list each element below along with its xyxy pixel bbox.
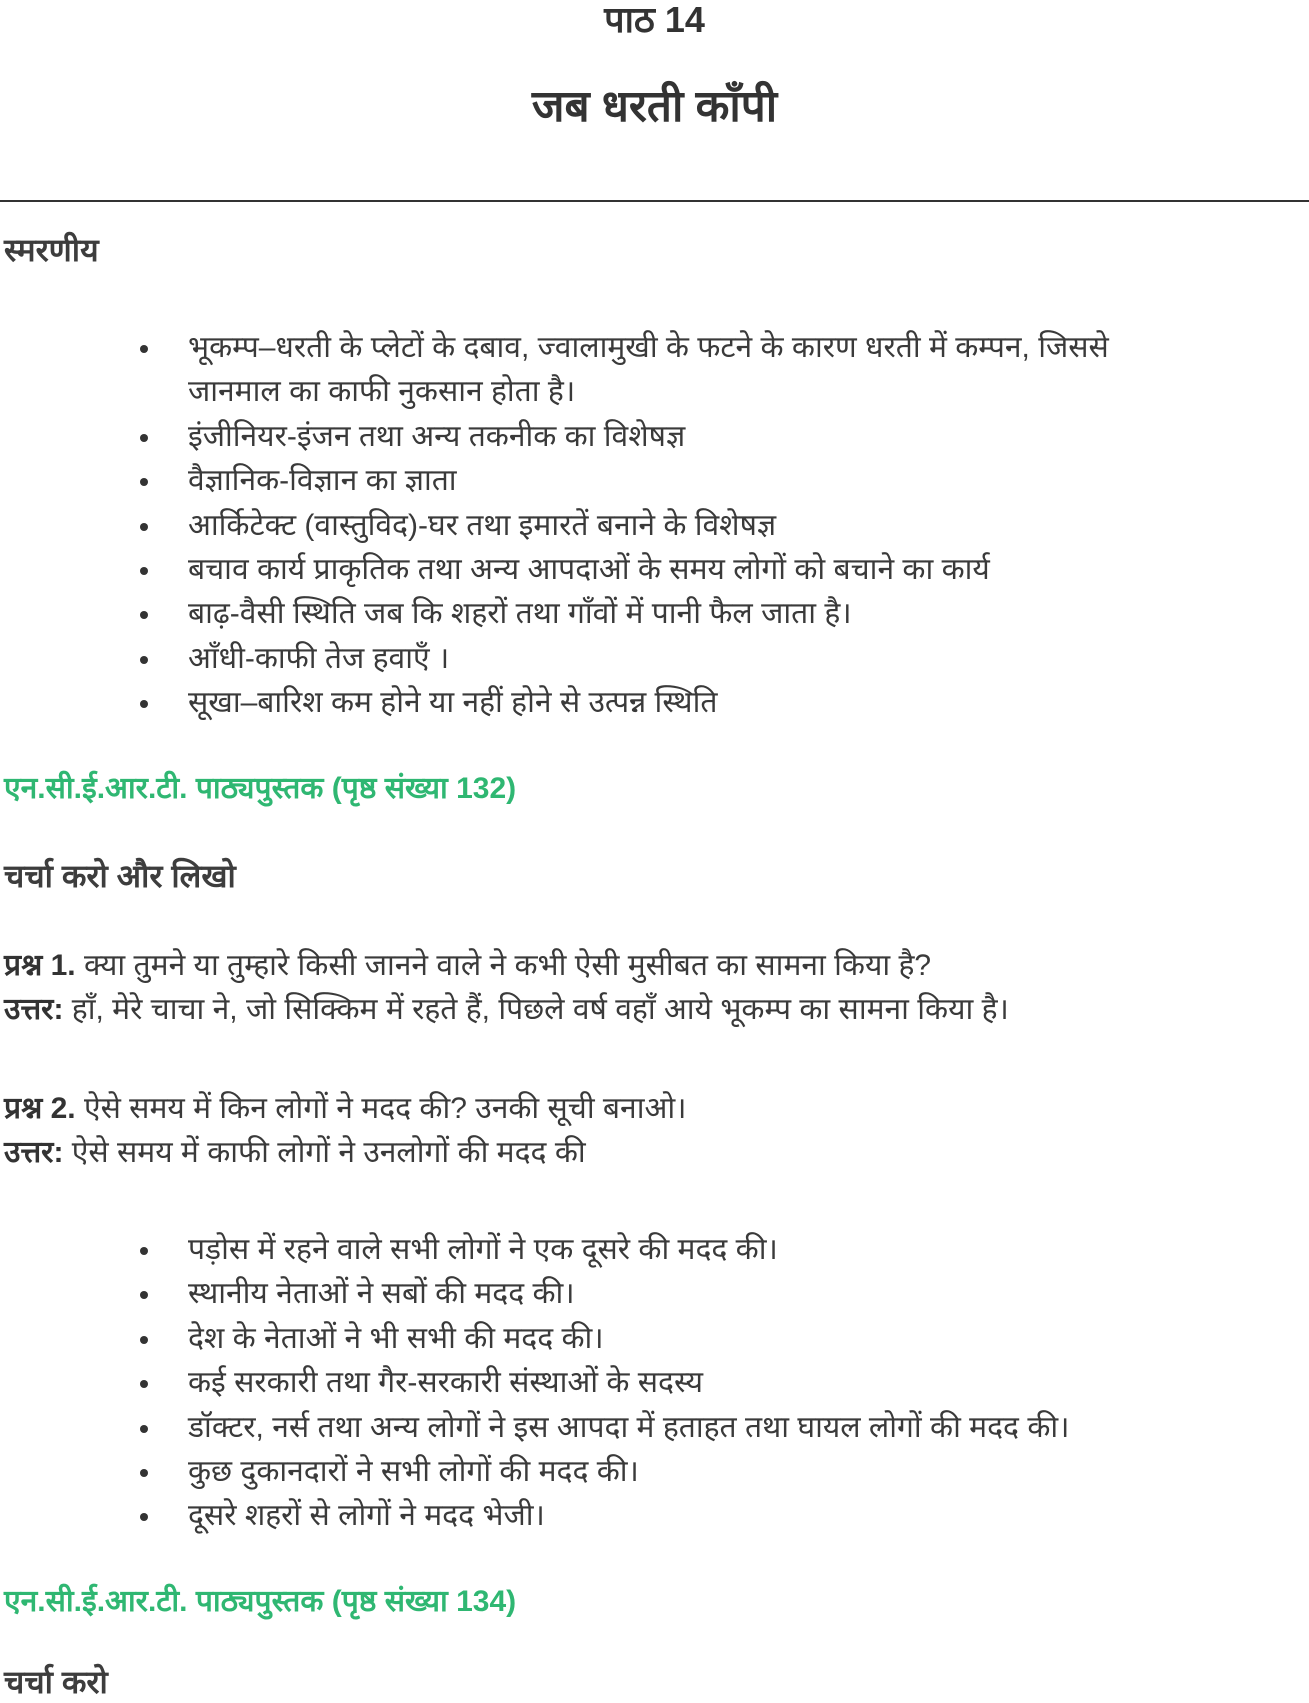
bullet-icon bbox=[140, 1247, 148, 1255]
question-label: प्रश्न 1. bbox=[4, 949, 76, 982]
section-heading-discuss: चर्चा करो bbox=[4, 1664, 108, 1700]
list-item-line: आर्किटेक्ट (वास्तुविद)-घर तथा इमारतें बनाने के विशेषज्ञ bbox=[188, 508, 777, 542]
answer-label: उत्तर: bbox=[4, 993, 64, 1026]
list-item-text bbox=[188, 1228, 778, 1272]
bullet-icon bbox=[140, 1336, 148, 1344]
bullet-icon bbox=[140, 523, 148, 531]
list-item-line: वैज्ञानिक-विज्ञान का ज्ञाता bbox=[188, 464, 457, 498]
answer-1 bbox=[4, 987, 1009, 1028]
list-item-text bbox=[188, 459, 457, 503]
question-1 bbox=[4, 943, 931, 984]
list-item-text bbox=[188, 592, 852, 636]
list-item-line: सूखा–बारिश कम होने या नहीं होने से उत्पन्न स्थिति bbox=[188, 686, 718, 720]
bullet-icon bbox=[140, 1469, 148, 1477]
list-item-text bbox=[188, 1450, 639, 1494]
source-heading-134: एन.सी.ई.आर.टी. पाठ्यपुस्तक (पृष्ठ संख्या 134) bbox=[4, 1585, 517, 1618]
list-item-text bbox=[188, 1317, 604, 1361]
list-item-line: डॉक्टर, नर्स तथा अन्य लोगों ने इस आपदा में हताहत तथा घायल लोगों की मदद की। bbox=[188, 1410, 1070, 1444]
page-title: जब धरती काँपी bbox=[531, 82, 778, 131]
question-2 bbox=[4, 1086, 687, 1127]
answer-label: उत्तर: bbox=[4, 1136, 64, 1169]
question-text: क्या तुमने या तुम्हारे किसी जानने वाले ने कभी ऐसी मुसीबत का सामना किया है? bbox=[75, 949, 932, 982]
list-item-line: बचाव कार्य प्राकृतिक तथा अन्य आपदाओं के समय लोगों को बचाने का कार्य bbox=[188, 553, 990, 586]
list-item-text bbox=[188, 637, 449, 681]
section-heading-discuss-write: चर्चा करो और लिखो bbox=[4, 858, 236, 894]
question-label: प्रश्न 2. bbox=[4, 1092, 76, 1125]
list-item-text bbox=[188, 326, 1109, 414]
list-item-text bbox=[188, 681, 717, 725]
bullet-icon bbox=[140, 611, 148, 619]
question-text: ऐसे समय में किन लोगों ने मदद की? उनकी सूची बनाओ। bbox=[75, 1092, 687, 1125]
list-item-text bbox=[188, 548, 990, 592]
bullet-icon bbox=[140, 345, 148, 353]
source-heading-132: एन.सी.ई.आर.टी. पाठ्यपुस्तक (पृष्ठ संख्या 132) bbox=[4, 772, 517, 805]
bullet-icon bbox=[140, 1513, 148, 1521]
lesson-number: पाठ 14 bbox=[604, 0, 705, 40]
list-item-line: बाढ़-वैसी स्थिति जब कि शहरों तथा गाँवों में पानी फैल जाता है। bbox=[188, 597, 852, 631]
bullet-icon bbox=[140, 567, 148, 575]
answer-text: ऐसे समय में काफी लोगों ने उनलोगों की मदद की bbox=[63, 1136, 586, 1169]
list-item-line: इंजीनियर-इंजन तथा अन्य तकनीक का विशेषज्ञ bbox=[188, 419, 686, 453]
bullet-icon bbox=[140, 700, 148, 708]
list-item-line: कई सरकारी तथा गैर-सरकारी संस्थाओं के सदस्य bbox=[188, 1366, 704, 1400]
bullet-icon bbox=[140, 1291, 148, 1299]
list-item-line: भूकम्प–धरती के प्लेटों के दबाव, ज्वालामुखी के फटने के कारण धरती में कम्पन, जिससे bbox=[188, 331, 1109, 364]
list-item-text bbox=[188, 415, 685, 459]
bullet-icon bbox=[140, 1425, 148, 1433]
section-heading-smaraniya: स्मरणीय bbox=[4, 232, 99, 268]
list-item-line: देश के नेताओं ने भी सभी की मदद की। bbox=[188, 1321, 604, 1355]
list-item-text bbox=[188, 1406, 1070, 1450]
list-item-text bbox=[188, 1494, 545, 1538]
list-item-line: स्थानीय नेताओं ने सबों की मदद की। bbox=[188, 1277, 575, 1311]
answer-2 bbox=[4, 1130, 586, 1171]
list-item-text bbox=[188, 1361, 703, 1405]
list-item-line: दूसरे शहरों से लोगों ने मदद भेजी। bbox=[188, 1499, 545, 1533]
list-item-line: कुछ दुकानदारों ने सभी लोगों की मदद की। bbox=[188, 1455, 639, 1488]
bullet-icon bbox=[140, 434, 148, 442]
divider bbox=[0, 200, 1309, 202]
bullet-icon bbox=[140, 656, 148, 664]
list-item-line: आँधी-काफी तेज हवाएँ । bbox=[188, 641, 450, 675]
answer-text: हाँ, मेरे चाचा ने, जो सिक्किम में रहते हैं, पिछले वर्ष वहाँ आये भूकम्प का सामना किया है। bbox=[63, 993, 1009, 1026]
list-item-line: जानमाल का काफी नुकसान होता है। bbox=[188, 375, 576, 408]
list-item-text bbox=[188, 504, 776, 548]
bullet-icon bbox=[140, 1380, 148, 1388]
list-item-line: पड़ोस में रहने वाले सभी लोगों ने एक दूसरे की मदद की। bbox=[188, 1233, 778, 1266]
list-item-text bbox=[188, 1272, 575, 1316]
bullet-icon bbox=[140, 478, 148, 486]
